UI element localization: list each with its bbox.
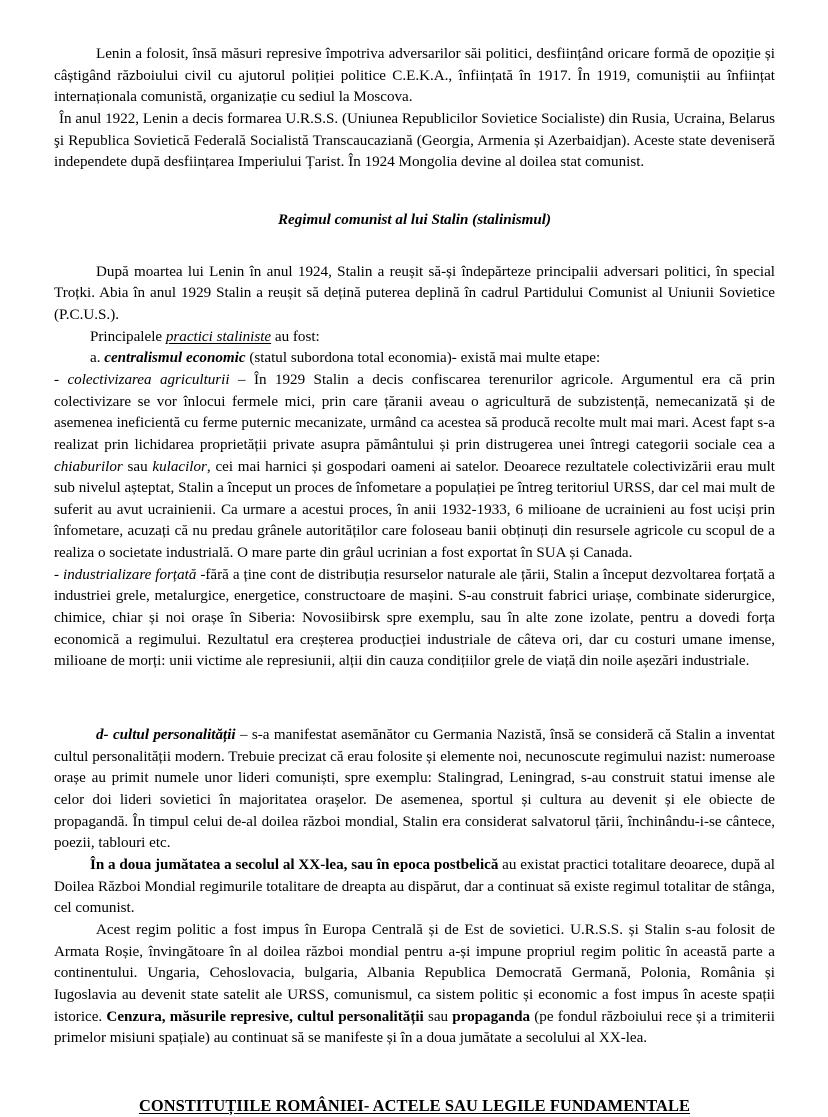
paragraph-after-lenin-death — [54, 262, 775, 327]
paragraph-item-d-cultul-personalitatii — [54, 725, 775, 855]
spacer — [54, 174, 775, 210]
paragraph-text: Lenin a folosit, însă măsuri represive împotriva adversarilor săi politici, desființând oricare formă de opoziție și câștigând războiului civil cu ajutorul poliției politice C.E.K.A., înființată în 1917. În 1919, comuniștii au înființat internaționala comunistă, organizație cu sediul la Moscova. — [54, 46, 775, 106]
text-part-1: Acest regim politic a fost impus în Europa Centrală și de Est de sovietici. U.R.S.S. și Stalin s-au folosit de Armata Roșie, învingătoare în al doilea război mondial pentru a-și impune propriul regim politic în această parte a continentului. Ungaria, Cehoslovacia, bulgaria, Albania Republica Democrată Germană, Polonia, România și Iugoslavia au devenit state satelit ale URSS, comunismul, ca sistem politic și economic a fost impus în aceste spații istorice. — [54, 921, 775, 1025]
paragraph-lenin-repression — [54, 44, 775, 109]
spacer — [54, 232, 775, 262]
heading-text: Regimul comunist al lui Stalin (stalinismul) — [277, 211, 552, 228]
text-part-2: (pe fondul războiului rece și a trimiterii primelor misiuni spațiale) au continuat să se manifeste și în a doua jumătate a secolului al XX-lea. — [54, 1008, 775, 1047]
text-suffix: au fost: — [271, 328, 320, 345]
spacer — [54, 1050, 775, 1094]
text-part-1: – În 1929 Stalin a decis confiscarea terenurilor agricole. Argumentul era că prin colectivizare se vor înlocui fermele mici, prin care țăranii aveau o agricultură de subzistență, nemecanizată și de asemenea ineficientă cu ferme puternic mecanizate, urmând ca acestea să producă recolte mult mai mari. Acest fapt s-a realizat prin lichidarea proprietății private asupra pământului și prin distrugerea unei întregi categorii sociale cea a — [54, 371, 775, 453]
text-body: – s-a manifestat asemănător cu Germania Nazistă, însă se consideră că Stalin a inventat cultul personalității modern. Trebuie precizat că erau folosite și elemente noi, necunoscute regimului nazist: numeroase orașe au primit numele unor lideri comuniști, spre exemplu: Stalingrad, Leningrad, s-au construit statui imense ale celor doi lideri sovietici în majoritatea orașelor. De asemenea, sportul și cultura au devenit și ele obiecte de propagandă. În timpul celui de-al doilea război mondial, Stalin era considerat salvatorul țării, închinându-i-se cântece, poezii, tablouri etc. — [54, 727, 775, 852]
paragraph-item-industrializare — [54, 565, 775, 673]
term-cultul-personalitatii: d- cultul personalității — [96, 727, 236, 744]
term-cenzura-masuri-represive: Cenzura, măsurile represive, cultul personalității — [106, 1008, 424, 1025]
term-colectivizarea-agriculturii: colectivizarea agriculturii — [67, 371, 230, 388]
text-middle: sau — [122, 458, 153, 475]
paragraph-main-stalinist-practices — [54, 327, 775, 349]
term-practici-staliniste: practici staliniste — [165, 328, 272, 345]
term-propaganda: propaganda — [452, 1008, 531, 1025]
paragraph-text: În anul 1922, Lenin a decis formarea U.R.S.S. (Uniunea Republicilor Sovietice Socialiste) din Rusia, Ucraina, Belarus şi Republica Sovietică Federală Socialistă Transcaucaziană (Georgia, Armenia și Azerbaidjan). Aceste state deveniseră independete după desființarea Imperiului Țarist. În 1924 Mongolia devine al doilea stat comunist. — [54, 110, 775, 171]
paragraph-postbelic — [54, 855, 775, 920]
heading-text: CONSTITUȚIILE ROMÂNIEI- ACTELE SAU LEGILE FUNDAMENTALE — [138, 1095, 691, 1115]
list-marker-dash: - — [54, 371, 68, 388]
text-middle: sau — [423, 1008, 453, 1025]
document-body — [54, 44, 775, 1117]
text-suffix: (statul subordona total economia)- există mai multe etape: — [245, 350, 601, 367]
text-body: au existat practici totalitare deoarece, după al Doilea Război Mondial regimurile totalitare de dreapta au dispărut, dar a continuat să existe regimul totalitar de stânga, cel comunist. — [54, 857, 775, 917]
list-marker-a: a. — [90, 350, 105, 367]
term-epoca-postbelica: În a doua jumătatea a secolul al XX-lea, sau în epoca postbelică — [90, 857, 499, 873]
list-marker-dash: - — [54, 566, 63, 583]
paragraph-item-a-centralism — [54, 348, 775, 370]
text-prefix: Principalele — [90, 328, 166, 345]
paragraph-text: După moartea lui Lenin în anul 1924, Stalin a reușit să-și îndepărteze principalii adversari politici, în special Troțki. Abia în anul 1929 Stalin a reușit să dețină puterea deplină în cadrul Partidului Comunist al Uniunii Sovietice (P.C.U.S.). — [54, 263, 775, 323]
paragraph-item-colectivizare — [54, 370, 775, 565]
text-part-2: , cei mai harnici și gospodari oameni ai satelor. Deoarece rezultatele colectivizării erau mult sub nivelul așteptat, Stalin a început un proces de înfometare a populației pe întreg teritoriul URSS, dar cel mai mult de suferit au avut ucrainienii. Ca urmare a acestui proces, în anii 1932-1933, 6 milioane de ucrainieni au fost uciși prin înfometare, acuzați că nu predau grânele autorităților care foloseau banii obținuți din resursele agricole cu scopul de a realiza o societate industrială. O mare parte din grâul ucrinian a fost exportat în SUA și Canada. — [54, 458, 775, 562]
term-kulacilor: kulacilor — [152, 458, 207, 475]
spacer — [54, 673, 775, 725]
heading-stalinism — [54, 210, 775, 232]
paragraph-urss-formation — [54, 109, 775, 174]
term-centralismul-economic: centralismul economic — [104, 350, 246, 367]
term-chiaburilor: chiaburilor — [54, 458, 123, 475]
text-body: -fără a ține cont de distribuția resurselor naturale ale țării, Stalin a început dezvoltarea forțată a industriei grele, metalurgice, energetice, constructoare de mașini. S-au construit fabrici uriașe, combinate siderurgice, chimice, chiar și noi orașe în Siberia: Novosiibirsk spre exemplu, sau în alte zone izolate, pentru a dovedi forța economică a regimului. Rezultatul era creșterea producției industriale de câteva ori, dar cu costuri umane imense, milioane de morți: unii victime ale represiunii, alții din cauza condițiilor grele de viață din noile așezări industriale. — [54, 566, 775, 670]
term-industrializare-fortata: industrializare forțată — [63, 566, 197, 583]
paragraph-regim-impus — [54, 920, 775, 1050]
heading-constitutiile-romaniei — [54, 1094, 775, 1117]
